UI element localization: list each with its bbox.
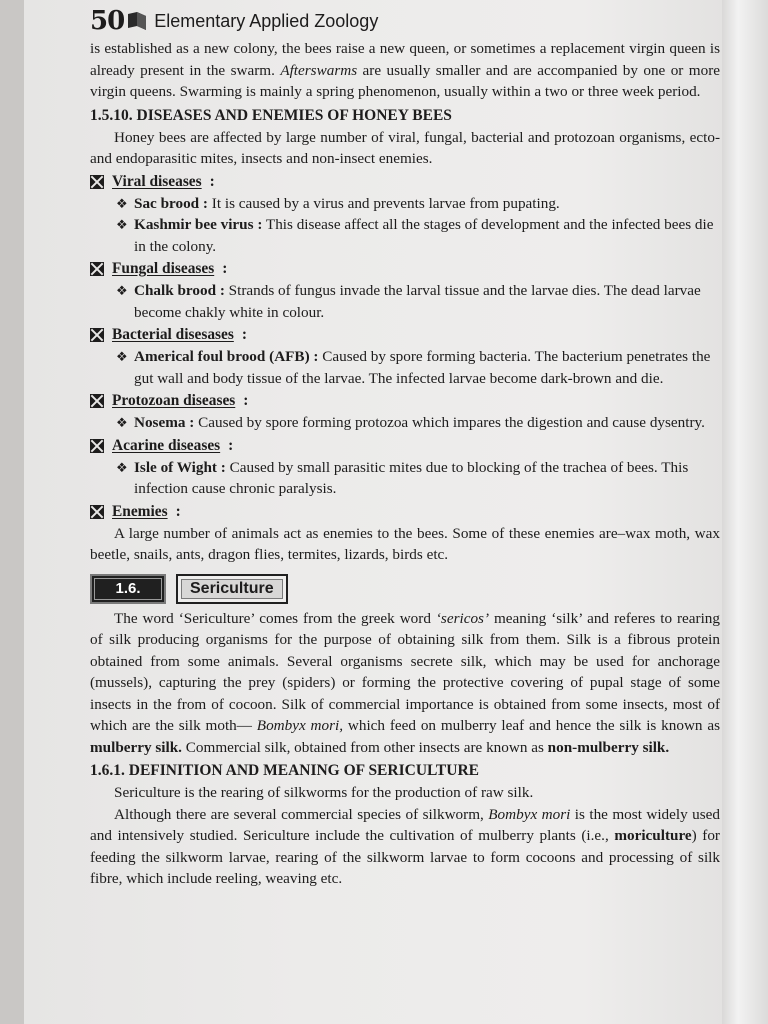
category-bacterial: Bacterial disesases : (90, 324, 720, 346)
diamond-bullet-icon: ❖ (116, 283, 128, 298)
page-header (90, 4, 720, 38)
sericulture-paragraph: The word ‘Sericulture’ comes from the greek word ‘sericos’ meaning ‘silk’ and referes to rearing of silk producing organisms for the purpose of obtaining silk from them. Silk is a fibrous protein obtained from some animals. Several organisms secrete silk, which may be used for anchorage (mussels), capturing the prey (spiders) or forming the protective covering of pupal stage of some insects in the from of cocoon. Silk of commercial importance is obtained from some insects, most of which are the silk moth— Bombyx mori, which feed on mulberry leaf and hence the silk is known as mulberry silk. Commercial silk, obtained from other insects are known as non-mulberry silk. (90, 609, 721, 756)
category-acarine: Acarine diseases : (90, 435, 720, 457)
checkbox-x-icon (90, 175, 104, 189)
list-item: ❖ Nosema : Caused by spore forming protozoa which impares the digestion and cause dysentry. (116, 412, 720, 434)
diamond-bullet-icon: ❖ (116, 459, 128, 475)
enemies-paragraph: A large number of animals act as enemies to the bees. Some of these enemies are–wax moth, wax beetle, snails, ants, dragon flies, termites, lizards, birds etc. (90, 524, 720, 563)
checkbox-x-icon (90, 328, 104, 342)
page-number: 50 (90, 6, 125, 36)
definition-paragraph: Although there are several commercial species of silkworm, Bombyx mori is the most widely used and intensively studied. Sericulture include the cultivation of mulberry plants (i.e., moriculture) for feeding the silkworm larvae, rearing of the silkworm larvae to form cocoons and processing of silk fibre, which include reeling, weaving etc. (90, 805, 720, 887)
list-item: ❖ Isle of Wight : Caused by small parasitic mites due to blocking of the trachea of bees. This infection cause chronic paralysis. (116, 457, 720, 500)
section-number: 1.6. (90, 574, 166, 604)
intro-paragraph: is established as a new colony, the bees raise a new queen, or sometimes a replacement virgin queen is already present in the swarm. Afterswarms are usually smaller and are accompanied by one or more virgin queens. Swarming is mainly a spring phenomenon, usually within a two or three week period. (90, 40, 720, 100)
diamond-bullet-icon: ❖ (116, 195, 128, 211)
checkbox-x-icon (90, 262, 104, 276)
diamond-bullet-icon: ❖ (116, 217, 128, 232)
definition-heading: 1.6.1. DEFINITION AND MEANING OF SERICULTURE (90, 762, 479, 779)
checkbox-x-icon (90, 394, 104, 408)
book-title: Elementary Applied Zoology (154, 10, 379, 31)
section-heading-sericulture (90, 574, 720, 604)
category-viral: Viral diseases : (90, 171, 720, 193)
list-item: ❖ Sac brood : It is caused by a virus and prevents larvae from pupating. (116, 193, 720, 215)
section-title: Sericulture (176, 574, 288, 604)
category-fungal: Fungal diseases : (90, 258, 720, 280)
page-content (90, 4, 720, 890)
checkbox-x-icon (90, 439, 104, 453)
book-marker-icon (128, 12, 148, 30)
category-enemies: Enemies : (90, 501, 720, 523)
category-protozoan: Protozoan diseases : (90, 390, 720, 412)
diamond-bullet-icon: ❖ (116, 415, 128, 430)
definition-line: Sericulture is the rearing of silkworms for the production of raw silk. (114, 784, 534, 801)
list-item: ❖ Chalk brood : Strands of fungus invade the larval tissue and the larvae dies. The dead larvae become chakly white in colour. (116, 280, 720, 323)
diamond-bullet-icon: ❖ (116, 349, 128, 364)
diseases-intro: Honey bees are affected by large number of viral, fungal, bacterial and protozoan organisms, ecto-and endoparasitic mites, insects and non-insect enemies. (90, 128, 720, 167)
list-item: ❖ Kashmir bee virus : This disease affect all the stages of development and the infected bees die in the colony. (116, 214, 720, 257)
checkbox-x-icon (90, 505, 104, 519)
list-item: ❖ Americal foul brood (AFB) : Caused by spore forming bacteria. The bacterium penetrates the gut wall and body tissue of the larvae. The infected larvae become dark-brown and die. (116, 346, 720, 389)
diseases-heading: 1.5.10. DISEASES AND ENEMIES OF HONEY BEES (90, 106, 452, 124)
page-gutter (722, 0, 768, 1024)
